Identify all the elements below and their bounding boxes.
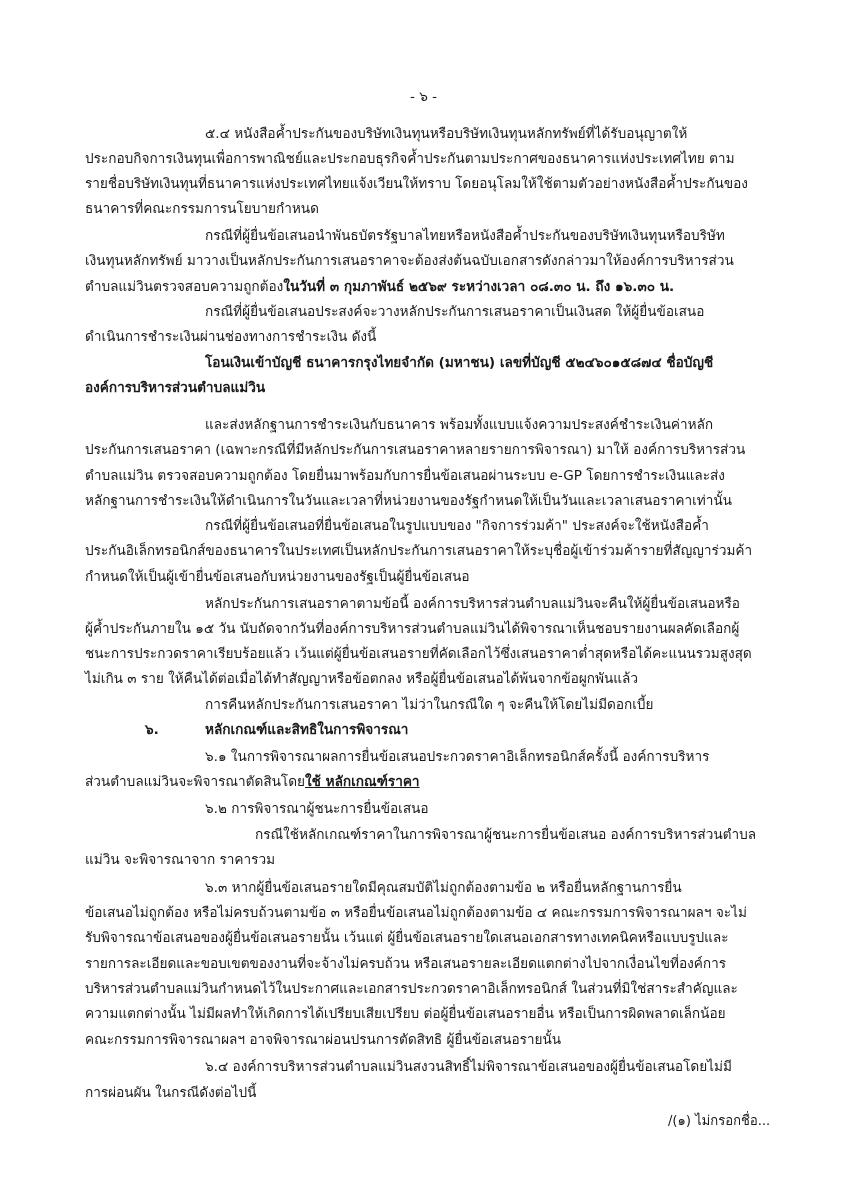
s62-line-3: แม่วิน จะพิจารณาจาก ราคารวม bbox=[85, 852, 276, 868]
bonds-line-1: กรณีที่ผู้ยื่นข้อเสนอนำพันธบัตรรัฐบาลไทยหรือหนังสือค้ำประกันของบริษัทเงินทุนหรือบริษัท bbox=[205, 228, 725, 244]
evidence-line-3: ตำบลแม่วิน ตรวจสอบความถูกต้อง โดยยื่นมาพร้อมกับการยื่นข้อเสนอผ่านระบบ e-GP โดยการชำระเงินและส่ง bbox=[85, 468, 725, 484]
s61-line-2 bbox=[85, 771, 420, 793]
transfer-line-2: องค์การบริหารส่วนตำบลแม่วิน bbox=[85, 380, 266, 396]
refund-line-5: การคืนหลักประกันการเสนอราคา ไม่ว่าในกรณีใด ๆ จะคืนให้โดยไม่มีดอกเบี้ย bbox=[205, 697, 654, 713]
section-6-title: หลักเกณฑ์และสิทธิในการพิจารณา bbox=[205, 722, 409, 738]
refund-line-3: ชนะการประกวดราคาเรียบร้อยแล้ว เว้นแต่ผู้ยื่นข้อเสนอรายที่คัดเลือกไว้ซึ่งเสนอราคาต่ำสุดหรือได้คะแนนรวมสูงสุด bbox=[85, 646, 752, 662]
page-number: - ๖ - bbox=[410, 89, 438, 105]
s63-line-7: คณะกรรมการพิจารณาผลฯ อาจพิจารณาผ่อนปรนการตัดสิทธิ ผู้ยื่นข้อเสนอรายนั้น bbox=[85, 1032, 562, 1048]
s63-line-1: ๖.๓ หากผู้ยื่นข้อเสนอรายใดมีคุณสมบัติไม่ถูกต้องตามข้อ ๒ หรือยื่นหลักฐานการยื่น bbox=[205, 880, 682, 896]
s61-line-2-text: ส่วนตำบลแม่วินจะพิจารณาตัดสินโดย bbox=[85, 774, 306, 790]
s62-line-1: ๖.๒ การพิจารณาผู้ชนะการยื่นข้อเสนอ bbox=[205, 801, 429, 817]
joint-line-2: ประกันอิเล็กทรอนิกส์ของธนาคารในประเทศเป็นหลักประกันการเสนอราคาให้ระบุชื่อผู้เข้าร่วมค้ารายที่สัญญาร่วมค้า bbox=[85, 543, 753, 559]
bonds-line-2: เงินทุนหลักทรัพย์ มาวางเป็นหลักประกันการเสนอราคาจะต้องส่งต้นฉบับเอกสารดังกล่าวมาให้องค์การบริหารส่วน bbox=[85, 253, 734, 269]
s64-line-2: การผ่อนผัน ในกรณีดังต่อไปนี้ bbox=[85, 1085, 257, 1101]
s54-line-2: ประกอบกิจการเงินทุนเพื่อการพาณิชย์และประกอบธุรกิจค้ำประกันตามประกาศของธนาคารแห่งประเทศไทย ตาม bbox=[85, 151, 735, 167]
refund-line-1: หลักประกันการเสนอราคาตามข้อนี้ องค์การบริหารส่วนตำบลแม่วินจะคืนให้ผู้ยื่นข้อเสนอหรือ bbox=[205, 596, 740, 612]
s54-line-4: ธนาคารที่คณะกรรมการนโยบายกำหนด bbox=[85, 201, 319, 217]
s61-criteria: ใช้ หลักเกณฑ์ราคา bbox=[305, 774, 420, 790]
s63-line-6: ความแตกต่างนั้น ไม่มีผลทำให้เกิดการได้เปรียบเสียเปรียบ ต่อผู้ยื่นข้อเสนอรายอื่น หรือเป็นการผิดพลาดเล็กน้อย bbox=[85, 1006, 726, 1022]
continuation-marker: /(๑) ไม่กรอกชื่อ... bbox=[668, 1113, 771, 1129]
joint-line-3: กำหนดให้เป็นผู้เข้ายื่นข้อเสนอกับหน่วยงานของรัฐเป็นผู้ยื่นข้อเสนอ bbox=[85, 569, 470, 585]
s61-line-1: ๖.๑ ในการพิจารณาผลการยื่นข้อเสนอประกวดราคาอิเล็กทรอนิกส์ครั้งนี้ องค์การบริหาร bbox=[205, 749, 710, 765]
bonds-line-3 bbox=[85, 276, 674, 298]
cash-line-2: ดำเนินการชำระเงินผ่านช่องทางการชำระเงิน ดังนี้ bbox=[85, 329, 377, 345]
s63-line-3: รับพิจารณาข้อเสนอของผู้ยื่นข้อเสนอรายนั้น เว้นแต่ ผู้ยื่นข้อเสนอรายใดเสนอเอกสารทางเทคนิคหรือแบบรูปและ bbox=[85, 930, 729, 946]
section-6-number: ๖. bbox=[145, 722, 159, 738]
s62-line-2: กรณีใช้หลักเกณฑ์ราคาในการพิจารณาผู้ชนะการยื่นข้อเสนอ องค์การบริหารส่วนตำบล bbox=[255, 827, 757, 843]
s63-line-5: บริหารส่วนตำบลแม่วินกำหนดไว้ในประกาศและเอกสารประกวดราคาอิเล็กทรอนิกส์ ในส่วนที่มิใช่สาระสำคัญและ bbox=[85, 981, 738, 997]
refund-line-2: ผู้ค้ำประกันภายใน ๑๕ วัน นับถัดจากวันที่องค์การบริหารส่วนตำบลแม่วินได้พิจารณาเห็นชอบรายงานผลคัดเลือกผู้ bbox=[85, 621, 740, 637]
evidence-line-1: และส่งหลักฐานการชำระเงินกับธนาคาร พร้อมทั้งแบบแจ้งความประสงค์ชำระเงินค่าหลัก bbox=[205, 417, 714, 433]
s54-line-3: รายชื่อบริษัทเงินทุนที่ธนาคารแห่งประเทศไทยแจ้งเวียนให้ทราบ โดยอนุโลมให้ใช้ตามตัวอย่างหนังสือค้ำประกันของ bbox=[85, 176, 748, 192]
s54-line-1: ๕.๔ หนังสือค้ำประกันของบริษัทเงินทุนหรือบริษัทเงินทุนหลักทรัพย์ที่ได้รับอนุญาตให้ bbox=[205, 126, 688, 142]
transfer-line-1: โอนเงินเข้าบัญชี ธนาคารกรุงไทยจำกัด (มหาชน) เลขที่บัญชี ๕๒๔๖๐๑๕๘๗๔ ชื่อบัญชี bbox=[205, 355, 714, 371]
refund-line-4: ไม่เกิน ๓ ราย ให้คืนได้ต่อเมื่อได้ทำสัญญาหรือข้อตกลง หรือผู้ยื่นข้อเสนอได้พ้นจากข้อผูกพันแล้ว bbox=[85, 671, 639, 687]
cash-line-1: กรณีที่ผู้ยื่นข้อเสนอประสงค์จะวางหลักประกันการเสนอราคาเป็นเงินสด ให้ผู้ยื่นข้อเสนอ bbox=[205, 304, 705, 320]
joint-line-1: กรณีที่ผู้ยื่นข้อเสนอที่ยื่นข้อเสนอในรูปแบบของ "กิจการร่วมค้า" ประสงค์จะใช้หนังสือค้ำ bbox=[205, 518, 709, 534]
evidence-line-2: ประกันการเสนอราคา (เฉพาะกรณีที่มีหลักประกันการเสนอราคาหลายรายการพิจารณา) มาให้ องค์การบริหารส่วน bbox=[85, 442, 746, 458]
s64-line-1: ๖.๔ องค์การบริหารส่วนตำบลแม่วินสงวนสิทธิ์ไม่พิจารณาข้อเสนอของผู้ยื่นข้อเสนอโดยไม่มี bbox=[205, 1059, 732, 1075]
bonds-line-3-text: ตำบลแม่วินตรวจสอบความถูกต้อง bbox=[85, 279, 284, 295]
s63-line-2: ข้อเสนอไม่ถูกต้อง หรือไม่ครบถ้วนตามข้อ ๓ หรือยื่นข้อเสนอไม่ถูกต้องตามข้อ ๔ คณะกรรมการพิจารณาผลฯ จะไม่ bbox=[85, 905, 747, 921]
s63-line-4: รายการละเอียดและขอบเขตของงานที่จะจ้างไม่ครบถ้วน หรือเสนอรายละเอียดแตกต่างไปจากเงื่อนไขที่องค์การ bbox=[85, 956, 727, 972]
evidence-line-4: หลักฐานการชำระเงินให้ดำเนินการในวันและเวลาที่หน่วยงานของรัฐกำหนดให้เป็นวันและเวลาเสนอราคาเท่านั้น bbox=[85, 493, 732, 509]
bonds-deadline: ในวันที่ ๓ กุมภาพันธ์ ๒๕๖๙ ระหว่างเวลา ๐๘.๓๐ น. ถึง ๑๖.๓๐ น. bbox=[283, 279, 675, 295]
